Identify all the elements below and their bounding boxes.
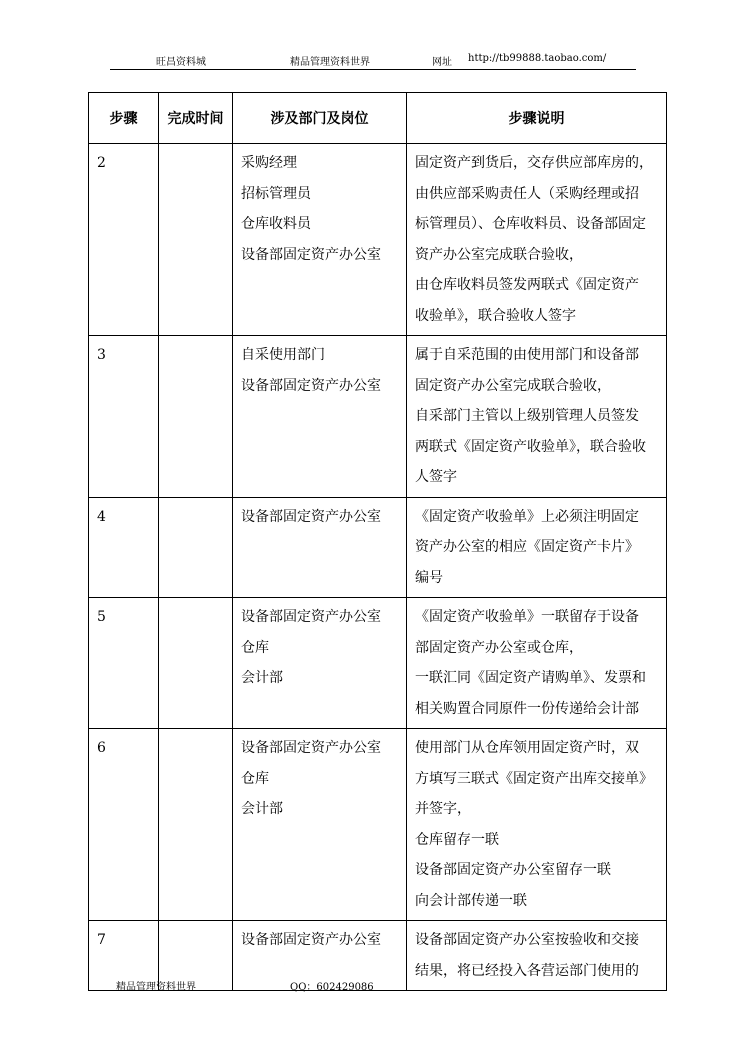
department-line: 设备部固定资产办公室 xyxy=(241,377,381,394)
step-number: 6 xyxy=(89,729,159,921)
department-line: 设备部固定资产办公室 xyxy=(241,508,381,525)
department-line: 设备部固定资产办公室 xyxy=(241,609,381,625)
description-cell xyxy=(407,144,667,336)
description-line: 由供应部采购责任人（采购经理或招 xyxy=(415,185,639,202)
department-line: 设备部固定资产办公室 xyxy=(241,246,381,263)
description-line: 并签字， xyxy=(415,801,471,817)
step-number: 3 xyxy=(89,336,159,498)
description-line: 收验单》，联合验收人签字 xyxy=(415,307,576,324)
table-header-row xyxy=(89,93,667,144)
description-line: 人签字 xyxy=(415,469,457,485)
description-line: 向会计部传递一联 xyxy=(415,892,527,909)
description-line: 两联式《固定资产收验单》，联合验收 xyxy=(415,438,646,455)
department-line: 会计部 xyxy=(241,801,283,817)
description-line: 标管理员）、仓库收料员、设备部固定 xyxy=(415,216,646,232)
header-world-name: 精品管理资料世界 xyxy=(290,57,370,68)
department-line: 仓库收料员 xyxy=(241,216,311,232)
description-line: 使用部门从仓库领用固定资产时，双 xyxy=(415,740,639,756)
step-number: 2 xyxy=(89,144,159,336)
completion-time xyxy=(159,729,233,921)
description-line: 固定资产到货后，交存供应部库房的， xyxy=(415,155,653,171)
completion-time xyxy=(159,497,233,598)
department-line: 仓库 xyxy=(241,770,269,787)
description-line: 设备部固定资产办公室按验收和交接 xyxy=(415,932,639,948)
departments-cell xyxy=(233,144,407,336)
description-line: 由仓库收料员签发两联式《固定资产 xyxy=(415,277,639,293)
table-row xyxy=(89,144,667,336)
description-line: 固定资产办公室完成联合验收， xyxy=(415,377,611,394)
departments-cell xyxy=(233,729,407,921)
description-line: 《固定资产收验单》上必须注明固定 xyxy=(415,508,639,525)
footer-qq: QQ：602429086 xyxy=(290,982,374,993)
description-cell xyxy=(407,729,667,921)
procedure-table xyxy=(88,92,667,991)
step-number: 7 xyxy=(89,921,159,991)
description-line: 属于自采范围的由使用部门和设备部 xyxy=(415,347,639,363)
departments-cell xyxy=(233,336,407,498)
page-footer xyxy=(110,972,640,992)
department-line: 设备部固定资产办公室 xyxy=(241,932,381,948)
description-line: 资产办公室的相应《固定资产卡片》 xyxy=(415,539,639,555)
description-line: 相关购置合同原件一份传递给会计部 xyxy=(415,700,639,717)
table-row xyxy=(89,729,667,921)
completion-time xyxy=(159,336,233,498)
step-number: 4 xyxy=(89,497,159,598)
col-header-description: 步骤说明 xyxy=(407,93,667,144)
description-line: 结果，将已经投入各营运部门使用的 xyxy=(415,962,639,979)
description-line: 部固定资产办公室或仓库， xyxy=(415,639,583,656)
description-line: 资产办公室完成联合验收， xyxy=(415,246,583,263)
footer-world-name: 精品管理资料世界 xyxy=(116,982,196,993)
description-cell xyxy=(407,497,667,598)
header-url-label: 网址 xyxy=(432,57,452,68)
description-line: 编号 xyxy=(415,569,443,586)
description-line: 仓库留存一联 xyxy=(415,831,499,848)
description-line: 方填写三联式《固定资产出库交接单》 xyxy=(415,770,653,787)
page-header xyxy=(110,51,636,70)
table-row xyxy=(89,336,667,498)
description-line: 一联汇同《固定资产请购单》、发票和 xyxy=(415,670,646,686)
description-cell xyxy=(407,598,667,729)
departments-cell xyxy=(233,598,407,729)
col-header-time: 完成时间 xyxy=(159,93,233,144)
department-line: 自采使用部门 xyxy=(241,347,325,363)
department-line: 会计部 xyxy=(241,670,283,686)
department-line: 仓库 xyxy=(241,639,269,656)
departments-cell xyxy=(233,497,407,598)
completion-time xyxy=(159,598,233,729)
table-row xyxy=(89,497,667,598)
col-header-step: 步骤 xyxy=(89,93,159,144)
description-line: 设备部固定资产办公室留存一联 xyxy=(415,862,611,878)
description-line: 《固定资产收验单》一联留存于设备 xyxy=(415,609,639,625)
description-line: 自采部门主管以上级别管理人员签发 xyxy=(415,408,639,424)
description-cell xyxy=(407,336,667,498)
department-line: 招标管理员 xyxy=(241,185,311,202)
col-header-departments: 涉及部门及岗位 xyxy=(233,93,407,144)
header-shop-name: 旺昌资料城 xyxy=(156,57,206,68)
completion-time xyxy=(159,144,233,336)
department-line: 设备部固定资产办公室 xyxy=(241,740,381,756)
table-row xyxy=(89,598,667,729)
header-url-link[interactable]: http://tb99888.taobao.com/ xyxy=(468,53,607,64)
step-number: 5 xyxy=(89,598,159,729)
department-line: 采购经理 xyxy=(241,155,297,171)
